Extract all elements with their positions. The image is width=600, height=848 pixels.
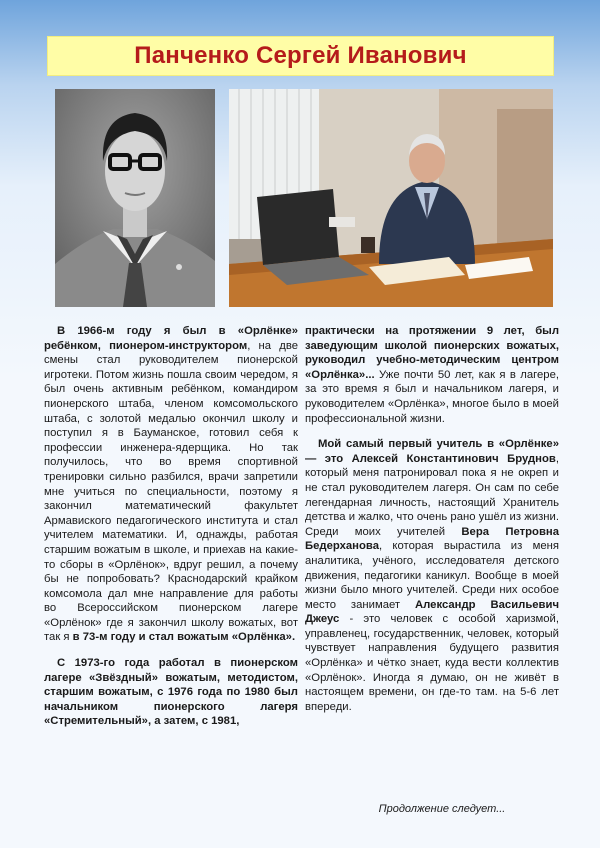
text: Уже почти 50 лет, как я в лагере, за это время я был и начальником лагеря, и руководителем «Орлёнка», многое было в моей профессиональной жизни. (305, 368, 559, 425)
text: - это человек с особой харизмой, управленец, государственник, человек, который чувствует направления будущего развития «Орлёнка» и чётко знает, куда вести коллектив «Орлёнок». Иногда я думаю, он не живёт в настоящем времени, он где-то там. на 5-6 лет впереди. (305, 613, 559, 713)
page-title: Панченко Сергей Иванович (134, 42, 467, 69)
text: , на две смены стал руководителем пионерской игротеки. Потом жизнь пошла своим чередом, я был очень активным ребёнком, командиром пионерского штаба, членом комсомольского штаба, с золотой медалью окончил школу и поступил я в Бауманское, готовил себя к профессии инженера-ядерщика. Но так получилось, что во время спортивной тренировки сильно разбился, врачи запретили мне учиться по специальности, поэтому я закончил математический факультет Армавиского педагогического института и стал учителем математики. И, однажды, работая старшим вожатым в школе, и приехав на какие-то сборы в «Орлёнок», вдруг решил, а почему бы не попробовать? Краснодарский крайком комсомола дал мне направление для работы во Всероссийском пионерском лагере «Орлёнок» где я закончил школу вожатых, вот так я (44, 339, 298, 644)
photo-office (229, 89, 553, 307)
paragraph (305, 437, 559, 714)
text: , которая вырастила из меня аналитика, учёного, исследователя детского движения, педагогики каникул. Вообще в моей жизни было много учителей. Среди них особое место занимает (305, 540, 559, 611)
text-bold: В 1966-м году я был в «Орлёнке» ребёнком, пионером-инструктором (44, 325, 298, 352)
paragraph (44, 656, 298, 729)
text-column-right (305, 324, 559, 725)
text-column-left (44, 324, 298, 740)
text-bold: Мой самый первый учитель в «Орлёнке» — это Алексей Константинович Бруднов (305, 438, 559, 465)
photo-young-portrait (55, 89, 215, 307)
paragraph (305, 324, 559, 426)
text-bold: С 1973-го года работал в пионерском лагере «Звёздный» вожатым, методистом, старшим вожатым, с 1976 года по 1980 был начальником пионерского лагеря «Стремительный», а затем, с 1981, (44, 657, 298, 728)
continuation-note: Продолжение следует... (378, 803, 506, 815)
paragraph (44, 324, 298, 645)
title-banner (47, 36, 554, 76)
text-bold: в 73-м году и стал вожатым «Орлёнка». (72, 631, 296, 644)
text: , который меня патронировал пока я не окреп и не стал руководителем лагеря. Он сам по себе легендарная личность, настоящий Хранитель детства и жалко, что очень рано ушёл из жизни. Среди моих учителей (305, 452, 559, 538)
text-bold: практически на протяжении 9 лет, был заведующим школой пионерских вожатых, руководил учебно-методическим центром «Орлёнка»... (305, 325, 559, 381)
text-bold: Александр Васильевич Джеус (305, 598, 560, 626)
text-bold: Вера Петровна Бедерханова (305, 525, 559, 553)
